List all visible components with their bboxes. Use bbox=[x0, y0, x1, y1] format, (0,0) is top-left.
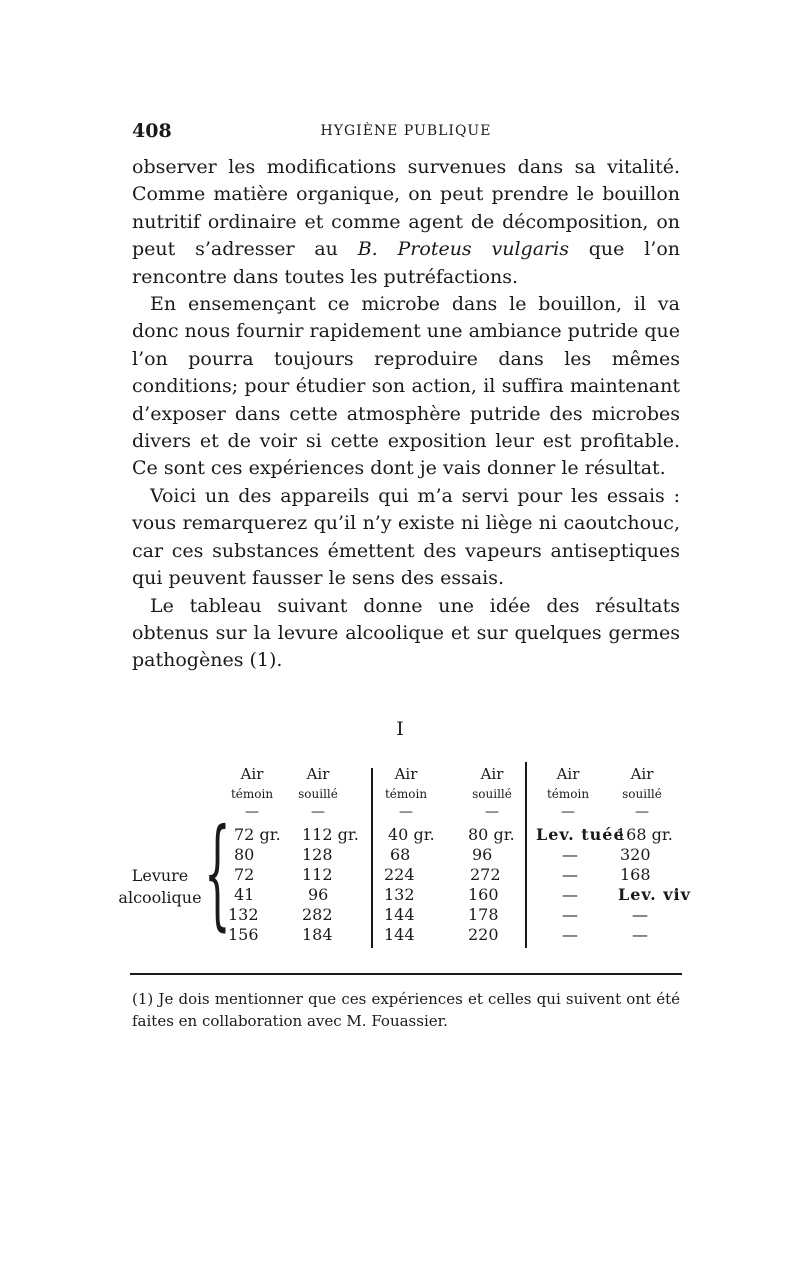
col-header-4-line1: Air bbox=[480, 765, 504, 783]
col-header-1 bbox=[222, 764, 282, 804]
running-head: HYGIÈNE PUBLIQUE bbox=[320, 123, 492, 139]
col-header-6-line2: souillé bbox=[622, 787, 662, 801]
table-cell: Lev. tuée bbox=[536, 825, 625, 844]
col-header-3 bbox=[374, 764, 438, 804]
table-title: I bbox=[396, 718, 404, 740]
col-header-1-line2: témoin bbox=[230, 787, 274, 801]
table-cell: — bbox=[562, 905, 578, 924]
table-cell: 68 bbox=[390, 845, 411, 864]
table-cell: 156 bbox=[228, 925, 259, 944]
col-header-4-line2: souillé bbox=[472, 787, 512, 801]
table-cell: — bbox=[562, 925, 578, 944]
table-cell: 72 gr. bbox=[234, 825, 281, 844]
page-number: 408 bbox=[132, 120, 172, 142]
footnote-rule bbox=[130, 973, 682, 975]
table-cell: 112 gr. bbox=[302, 825, 359, 844]
header-dash-6: — bbox=[635, 804, 649, 820]
header-dash-3: — bbox=[399, 804, 413, 820]
table-cell: 132 bbox=[228, 905, 259, 924]
column-separator-1 bbox=[371, 768, 373, 948]
table-cell: 40 gr. bbox=[388, 825, 435, 844]
col-header-5-line1: Air bbox=[556, 765, 580, 783]
table-cell: 168 gr. bbox=[616, 825, 673, 844]
table-cell: — bbox=[562, 885, 578, 904]
table-cell: 178 bbox=[468, 905, 499, 924]
table-cell: — bbox=[562, 845, 578, 864]
paragraph-4: Le tableau suivant donne une idée des résultats obtenus sur la levure alcoolique et sur quelques germes pathogènes (1). bbox=[132, 594, 680, 672]
body-text bbox=[132, 154, 680, 675]
table-cell: 144 bbox=[384, 925, 415, 944]
table-cell: 320 bbox=[620, 845, 651, 864]
table-cell: 168 bbox=[620, 865, 651, 884]
col-header-5 bbox=[536, 764, 600, 804]
table-cell: 220 bbox=[468, 925, 499, 944]
col-header-6-line1: Air bbox=[630, 765, 654, 783]
table-cell: 282 bbox=[302, 905, 333, 924]
page-header bbox=[132, 120, 680, 144]
col-header-5-line2: témoin bbox=[546, 787, 590, 801]
paragraph-1 bbox=[132, 154, 680, 291]
table-cell: 224 bbox=[384, 865, 415, 884]
row-label-levure: Levure bbox=[131, 866, 189, 885]
results-table bbox=[112, 758, 692, 958]
species-name: B. Proteus vulgaris bbox=[357, 238, 569, 261]
col-header-2-line2: souillé bbox=[298, 787, 338, 801]
header-dash-4: — bbox=[485, 804, 499, 820]
col-header-2-line1: Air bbox=[306, 765, 330, 783]
table-cell: 72 bbox=[234, 865, 255, 884]
col-header-3-line2: témoin bbox=[384, 787, 428, 801]
paragraph-1-end: que l’on rencontre dans toutes les putréfactions. bbox=[132, 238, 681, 288]
paragraph-1-text: observer les modifications survenues dans sa vitalité. Comme matière organique, on peut prendre le bouillon nutritif ordinaire et comme agent de décomposition, on peut s’adresser au bbox=[132, 156, 680, 261]
col-header-1-line1: Air bbox=[240, 765, 264, 783]
row-label-alcoolique: alcoolique bbox=[118, 888, 202, 907]
table-cell: 128 bbox=[302, 845, 333, 864]
col-header-3-line1: Air bbox=[394, 765, 418, 783]
header-dash-5: — bbox=[561, 804, 575, 820]
table-cell: 144 bbox=[384, 905, 415, 924]
col-header-4 bbox=[460, 764, 524, 804]
footnote: (1) Je dois mentionner que ces expériences et celles qui suivent ont été faites en collaboration avec M. Fouassier. bbox=[132, 990, 680, 1030]
col-header-6 bbox=[610, 764, 674, 804]
header-dash-2: — bbox=[311, 804, 325, 820]
table-cell: 160 bbox=[468, 885, 499, 904]
table-cell: 112 bbox=[302, 865, 333, 884]
table-cell: 272 bbox=[470, 865, 501, 884]
header-dash-1: — bbox=[245, 804, 259, 820]
paragraph-2: En ensemençant ce microbe dans le bouillon, il va donc nous fournir rapidement une ambiance putride que l’on pourra toujours reproduire dans les mêmes conditions; pour étudier son action, il suffira maintenant d’exposer dans cette atmosphère putride des microbes divers et de voir si cette exposition leur est profitable. Ce sont ces expériences dont je vais donner le résultat. bbox=[132, 293, 680, 480]
table-cell: — bbox=[632, 905, 648, 924]
paragraph-3: Voici un des appareils qui m’a servi pour les essais : vous remarquerez qu’il n’y existe ni liège ni caoutchouc, car ces substances émettent des vapeurs antiseptiques qui peuvent fausser le sens des essais. bbox=[132, 484, 680, 590]
table-cell: 80 bbox=[234, 845, 255, 864]
col-header-2 bbox=[288, 764, 348, 804]
table-cell: Lev. viv bbox=[618, 885, 691, 904]
table-cell: 96 bbox=[472, 845, 493, 864]
table-cell: 96 bbox=[308, 885, 329, 904]
table-cell: — bbox=[632, 925, 648, 944]
table-cell: — bbox=[562, 865, 578, 884]
table-cell: 41 bbox=[234, 885, 255, 904]
column-separator-2 bbox=[525, 762, 527, 948]
table-cell: 184 bbox=[302, 925, 333, 944]
brace-symbol: { bbox=[204, 804, 231, 943]
table-cell: 80 gr. bbox=[468, 825, 515, 844]
table-cell: 132 bbox=[384, 885, 415, 904]
